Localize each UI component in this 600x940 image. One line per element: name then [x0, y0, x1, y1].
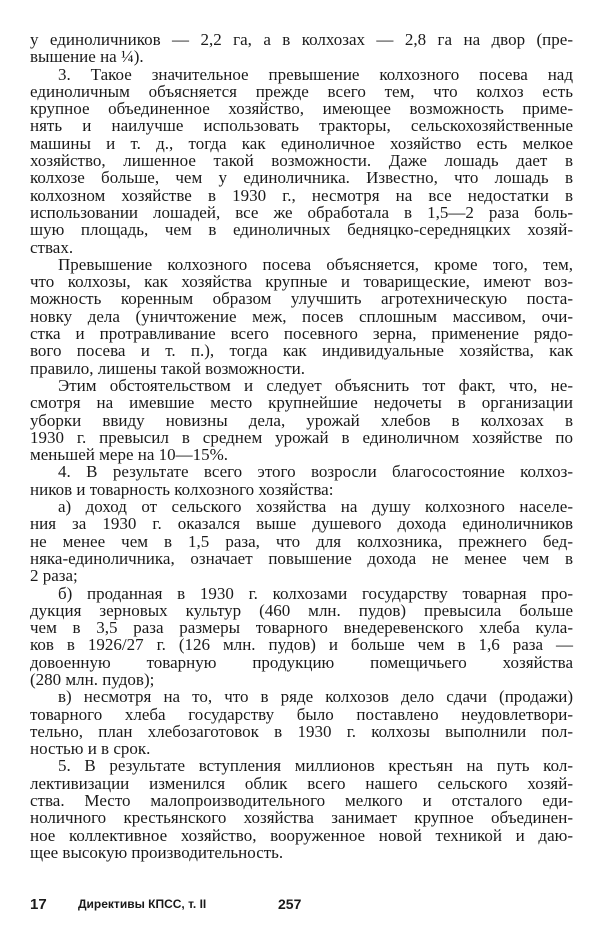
text-line: няка-единоличника, означает повышение дохода не менее чем в [30, 548, 573, 568]
paragraph [30, 66, 573, 256]
paragraph [30, 498, 573, 584]
text-line: ния за 1930 г. оказался выше душевого дохода единоличников [30, 514, 573, 534]
text-line: нять и наилучше использовать тракторы, сельскохозяйственные [30, 116, 573, 136]
text-line: довоенную товарную продукцию помещичьего хозяйства [30, 652, 573, 672]
paragraph [30, 688, 573, 757]
text-line: чем в 3,5 раза размеры товарного внедеревенского хлеба кула- [30, 618, 573, 638]
text-line: новку дела (уничтожение меж, посев сплошным массивом, очи- [30, 306, 573, 326]
paragraph [30, 377, 573, 463]
text-line: ства. Место малопроизводительного мелкого и отсталого еди- [30, 791, 573, 811]
text-line: 2 раза; [30, 566, 78, 586]
paragraph [30, 585, 573, 689]
paragraph [30, 757, 573, 861]
text-line: 3. Такое значительное превышение колхозного посева над [58, 64, 573, 84]
text-line: шую площадь, чем в единоличных бедняцко-середняцких хозяй- [30, 220, 573, 240]
text-line: машины и т. д., тогда как единоличное хозяйство есть мелкое [30, 133, 573, 153]
text-line: стка и протравливание всего посевного зерна, применение рядо- [30, 324, 573, 344]
text-line: ствах. [30, 237, 74, 257]
text-line: ников и товарность колхозного хозяйства: [30, 479, 334, 499]
text-line: Превышение колхозного посева объясняется, кроме того, тем, [58, 254, 573, 274]
text-line: не менее чем в 1,5 раза, что для колхозника, прежнего бед- [30, 531, 573, 551]
text-line: в) несмотря на то, что в ряде колхозов дело сдачи (продажи) [58, 687, 573, 707]
text-line: (280 млн. пудов); [30, 669, 155, 689]
text-line: 5. В результате вступления миллионов крестьян на путь кол- [58, 756, 573, 776]
text-line: 4. В результате всего этого возросли благосостояние колхоз- [58, 462, 573, 482]
text-line: у единоличников — 2,2 га, а в колхозах — 2,8 га на двор (пре- [30, 30, 573, 49]
text-line: а) доход от сельского хозяйства на душу колхозного населе- [58, 497, 573, 517]
text-line: тельно, план хлебозаготовок в 1930 г. колхозы выполнили пол- [30, 721, 573, 741]
book-title: Директивы КПСС, т. II [78, 897, 207, 911]
text-line: товарного хлеба государству было поставлено неудовлетвори- [30, 704, 573, 724]
text-line: ноличного крестьянского хозяйства занимает крупное объединен- [30, 808, 573, 828]
text-line: вышение на ¼). [30, 47, 144, 67]
text-line: колхозе больше, чем у единоличника. Известно, что лошадь в [30, 168, 573, 188]
text-line: можность коренным образом улучшить агротехническую поста- [30, 289, 573, 309]
text-line: уборки ввиду новизны дела, урожай хлебов в колхозах в [30, 410, 573, 430]
text-line: 1930 г. превысил в среднем урожай в единоличном хозяйстве по [30, 427, 573, 447]
text-line: дукция зерновых культур (460 млн. пудов) превысила больше [30, 600, 573, 620]
page-number: 257 [278, 896, 302, 912]
paragraph [30, 31, 573, 66]
text-line: ков в 1926/27 г. (126 млн. пудов) и больше чем в 1,6 раза — [30, 635, 573, 655]
paragraph [30, 463, 573, 498]
text-line: использовании лошадей, все же обработала в 1,5—2 раза боль- [30, 202, 573, 222]
text-line: смотря на имевшие место крупнейшие недочеты в организации [30, 393, 573, 413]
text-line: лективизации изменился облик всего нашего сельского хозяй- [30, 773, 573, 793]
text-line: Этим обстоятельством и следует объяснить тот факт, что, не- [58, 375, 573, 395]
text-line: единоличным объясняется прежде всего тем, что колхоз есть [30, 81, 573, 101]
text-line: ностью и в срок. [30, 739, 151, 759]
document-body [30, 31, 573, 861]
text-line: меньшей мере на 10—15%. [30, 445, 229, 465]
text-line: правило, лишены такой возможности. [30, 358, 305, 378]
text-line: вого посева и т. п.), тогда как индивидуальные хозяйства, как [30, 341, 573, 361]
text-line: ное коллективное хозяйство, вооруженное новой техникой и даю- [30, 825, 573, 845]
text-line: что колхозы, как хозяйства крупные и товарищеские, имеют воз- [30, 272, 573, 292]
signature-number: 17 [30, 896, 47, 913]
text-line: хозяйство, лишенное такой возможности. Даже лошадь дает в [30, 151, 573, 171]
paragraph [30, 256, 573, 377]
text-line: колхозном хозяйстве в 1930 г., несмотря на все недостатки в [30, 185, 573, 205]
text-line: крупное объединенное хозяйство, имеющее возможность приме- [30, 99, 573, 119]
text-line: щее высокую производительность. [30, 842, 284, 862]
text-line: б) проданная в 1930 г. колхозами государству товарная про- [58, 583, 573, 603]
